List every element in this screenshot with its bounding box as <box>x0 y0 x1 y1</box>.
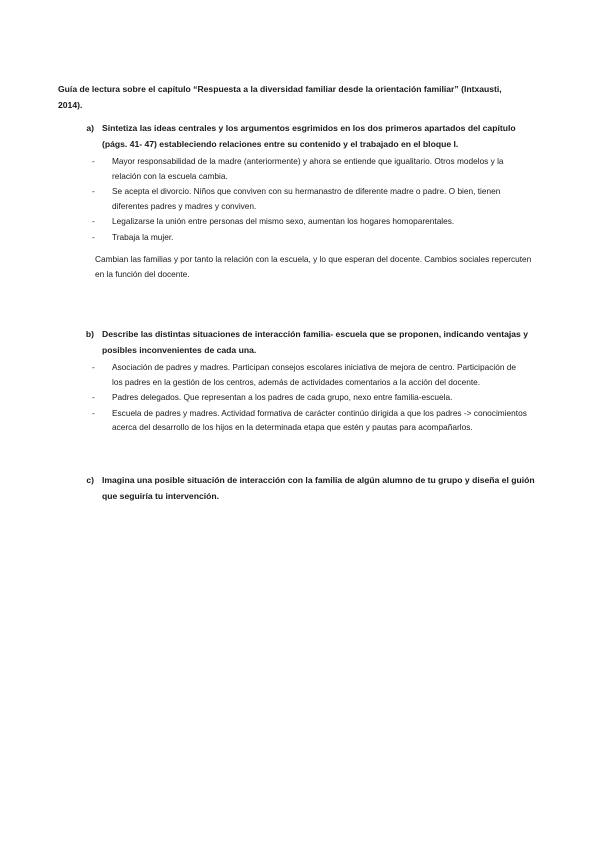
list-item: - Padres delegados. Que representan a los padres de cada grupo, nexo entre familia-escuela. <box>92 392 453 402</box>
list-item: - Trabaja la mujer. <box>92 231 174 242</box>
question-c-text: Imagina una posible situación de interacción con la familia de algún alumno de tu grupo y diseña el guión que seguiría tu intervención. <box>102 475 535 501</box>
question-a-label: a) <box>86 123 94 133</box>
question-b-label: b) <box>85 329 94 339</box>
section-b <box>58 327 538 436</box>
section-a-paragraph: Cambian las familias y por tanto la relación con la escuela, y lo que esperan del docente. Cambios sociales repercuten en la función del docente. <box>95 254 532 279</box>
question-a-text: Sintetiza las ideas centrales y los argumentos esgrimidos en los dos primeros apartados del capítulo (págs. 41- 47) estableciendo relaciones entre su contenido y el trabajado en el bloque I. <box>102 123 516 149</box>
list-item: - Legalizarse la unión entre personas del mismo sexo, aumentan los hogares homoparentales. <box>92 216 455 226</box>
section-c <box>58 473 538 504</box>
document-title: Guía de lectura sobre el capítulo “Respuesta a la diversidad familiar desde la orientación familiar” (Intxausti, 2014). <box>58 84 502 110</box>
question-b-text: Describe las distintas situaciones de interacción familia- escuela que se proponen, indicando ventajas y posibles inconvenientes de cada una. <box>102 329 529 355</box>
list-item: - Asociación de padres y madres. Participan consejos escolares iniciativa de mejora de centro. Participación de los padres en la gestión de los centros, además de actividades comentarios a la acción del docente. <box>92 362 516 387</box>
section-a-list <box>58 154 538 244</box>
section-a <box>58 121 538 281</box>
question-b <box>58 327 538 358</box>
list-item: - Escuela de padres y madres. Actividad formativa de carácter continúo dirigida a que los padres -> conocimientos acerca del desarrollo de los hijos en la determinada etapa que estén y pautas para acompañarlos. <box>92 407 527 432</box>
section-b-list <box>58 360 538 435</box>
question-c <box>58 473 538 504</box>
question-c-label: c) <box>86 475 94 485</box>
list-item: - Mayor responsabilidad de la madre (anteriormente) y ahora se entiende que igualitario. Otros modelos y la relación con la escuela cambia. <box>92 156 504 181</box>
list-item: - Se acepta el divorcio. Niños que conviven con su hermanastro de diferente madre o padre. O bien, tienen diferentes padres y madres y conviven. <box>92 186 501 211</box>
question-a <box>58 121 538 152</box>
